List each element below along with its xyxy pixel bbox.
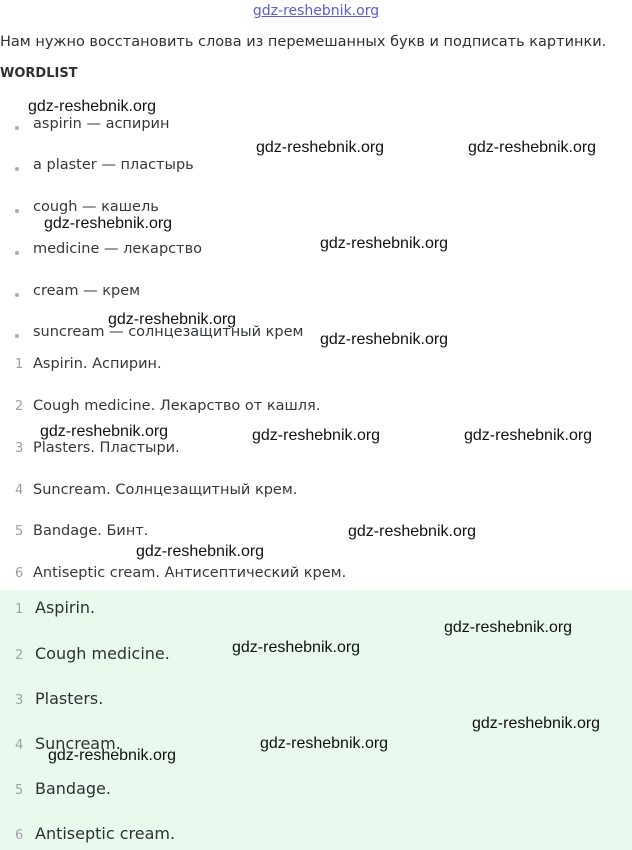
watermark: gdz-reshebnik.org (320, 235, 449, 252)
answer-item (15, 598, 95, 617)
wordlist-title: WORDLIST (0, 66, 78, 81)
watermark: gdz-reshebnik.org (464, 427, 593, 444)
watermark: gdz-reshebnik.org (468, 139, 597, 156)
watermark: gdz-reshebnik.org (260, 735, 389, 752)
watermark: gdz-reshebnik.org (252, 427, 381, 444)
watermark: gdz-reshebnik.org (136, 543, 265, 560)
bullet-icon (15, 293, 19, 297)
bullet-icon (15, 251, 19, 255)
translation-item (15, 398, 320, 414)
item-number: 1 (15, 602, 24, 617)
wordlist-item (15, 283, 141, 299)
item-number: 3 (15, 693, 24, 708)
answer-text: Cough medicine. (35, 644, 170, 663)
answer-text: Antiseptic cream. (35, 824, 176, 843)
watermark: gdz-reshebnik.org (44, 215, 173, 232)
item-number: 5 (15, 524, 24, 539)
wordlist-item-text: aspirin — аспирин (33, 116, 170, 132)
site-link[interactable]: gdz-reshebnik.org (252, 3, 380, 19)
wordlist-item (15, 157, 194, 173)
watermark: gdz-reshebnik.org (40, 423, 169, 440)
watermark: gdz-reshebnik.org (348, 523, 477, 540)
translation-text: Bandage. Бинт. (33, 523, 149, 539)
answer-text: Suncream. (35, 734, 121, 753)
translation-text: Cough medicine. Лекарство от кашля. (33, 398, 321, 414)
translation-text: Suncream. Солнцезащитный крем. (33, 482, 298, 498)
item-number: 2 (15, 648, 24, 663)
item-number: 6 (15, 566, 24, 581)
translation-item (15, 482, 297, 498)
answer-item (15, 689, 103, 708)
bullet-icon (15, 334, 19, 338)
watermark: gdz-reshebnik.org (444, 619, 573, 636)
watermark: gdz-reshebnik.org (48, 747, 177, 764)
wordlist-item-text: cream — крем (33, 283, 141, 299)
translation-item (15, 440, 180, 456)
intro-text: Нам нужно восстановить слова из перемешанных букв и подписать картинки. (0, 34, 607, 50)
item-number: 4 (15, 483, 24, 498)
wordlist-item (15, 241, 202, 257)
item-number: 5 (15, 783, 24, 798)
watermark: gdz-reshebnik.org (256, 139, 385, 156)
item-number: 4 (15, 738, 24, 753)
answer-text: Plasters. (35, 689, 104, 708)
translation-item (15, 356, 162, 372)
translation-item (15, 565, 346, 581)
bullet-icon (15, 209, 19, 213)
answer-item (15, 644, 170, 663)
translation-text: Plasters. Пластыри. (33, 440, 180, 456)
watermark: gdz-reshebnik.org (28, 98, 157, 115)
translation-text: Antiseptic cream. Антисептический крем. (33, 565, 347, 581)
answer-text: Aspirin. (35, 598, 96, 617)
wordlist-item-text: medicine — лекарство (33, 241, 202, 257)
wordlist-item-text: a plaster — пластырь (33, 157, 194, 173)
wordlist-item-text: cough — кашель (33, 199, 159, 215)
bullet-icon (15, 126, 19, 130)
item-number: 2 (15, 399, 24, 414)
watermark: gdz-reshebnik.org (232, 639, 361, 656)
item-number: 1 (15, 357, 24, 372)
watermark: gdz-reshebnik.org (472, 715, 601, 732)
answer-item (15, 779, 111, 798)
watermark: gdz-reshebnik.org (108, 311, 237, 328)
watermark: gdz-reshebnik.org (320, 331, 449, 348)
wordlist-item (15, 199, 159, 215)
bullet-icon (15, 167, 19, 171)
wordlist-item (15, 116, 170, 132)
item-number: 3 (15, 441, 24, 456)
answer-item (15, 824, 175, 843)
wordlist-item-text: suncream — солнцезащитный крем (33, 324, 304, 340)
item-number: 6 (15, 828, 24, 843)
translation-text: Aspirin. Аспирин. (33, 356, 162, 372)
translation-item (15, 523, 148, 539)
answer-text: Bandage. (35, 779, 111, 798)
